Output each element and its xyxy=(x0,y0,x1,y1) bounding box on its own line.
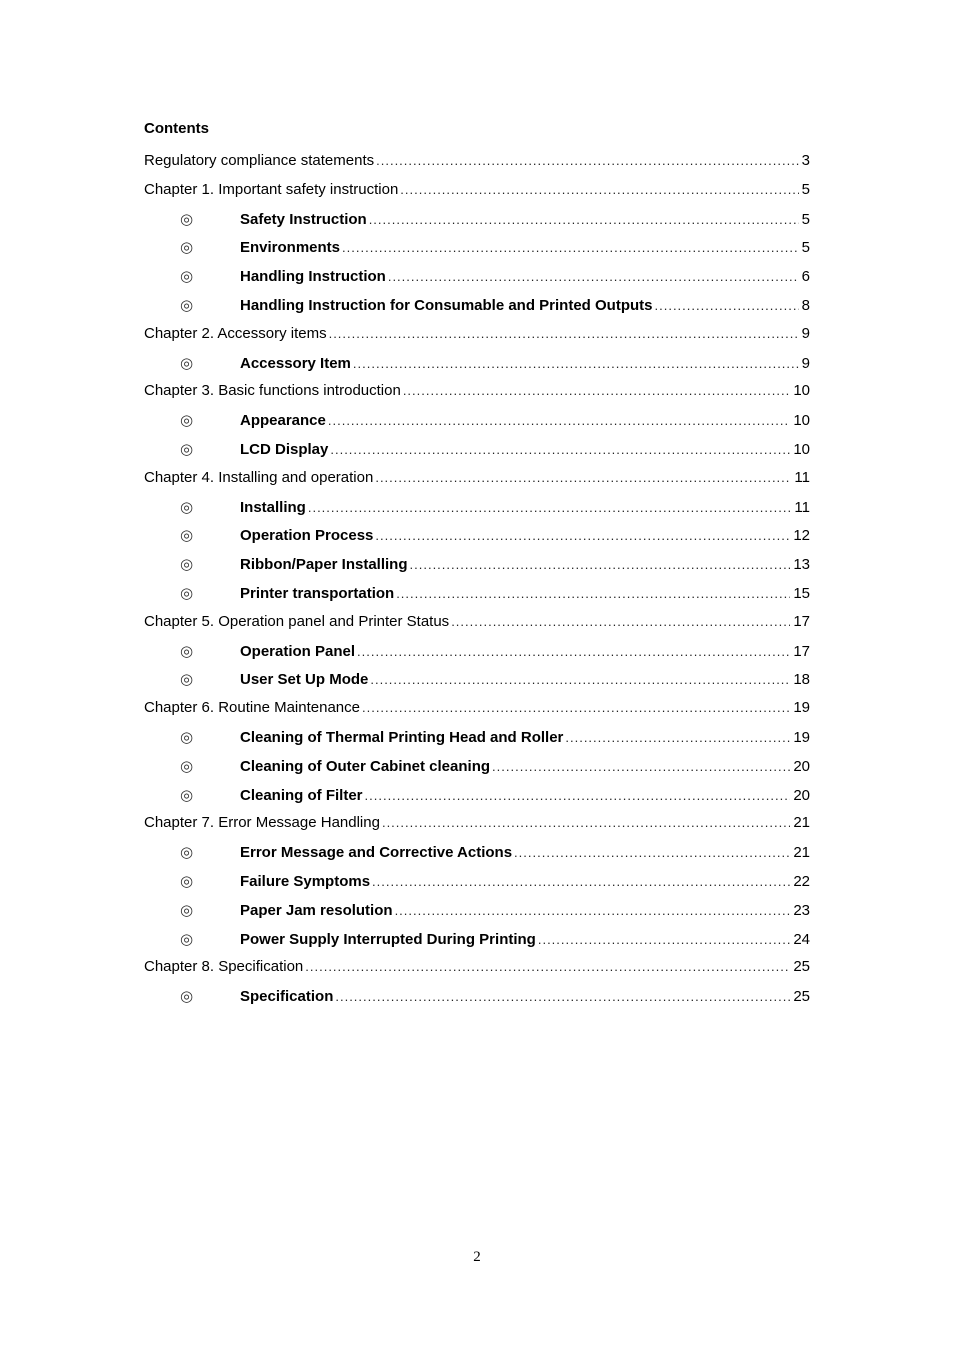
toc-subsection-entry[interactable] xyxy=(144,349,810,378)
toc-entry-page: 13 xyxy=(793,556,810,574)
dot-leader xyxy=(308,494,792,523)
toc-list xyxy=(144,147,810,1011)
dot-leader xyxy=(330,436,790,465)
toc-entry-page: 21 xyxy=(793,844,810,862)
toc-chapter-entry[interactable] xyxy=(144,176,810,205)
toc-entry-page: 12 xyxy=(793,527,810,545)
toc-entry-page: 15 xyxy=(793,584,810,602)
toc-chapter-entry[interactable] xyxy=(144,464,810,493)
toc-subsection-entry[interactable] xyxy=(144,521,810,550)
bullet-circle-icon: ◎ xyxy=(180,727,194,746)
toc-chapter-entry[interactable] xyxy=(144,953,810,982)
dot-leader xyxy=(375,522,790,551)
bullet-circle-icon: ◎ xyxy=(180,641,194,660)
bullet-circle-icon: ◎ xyxy=(180,411,194,430)
toc-entry-page: 9 xyxy=(801,324,810,342)
dot-leader xyxy=(655,292,799,321)
toc-entry-page: 3 xyxy=(801,152,810,169)
bullet-circle-icon: ◎ xyxy=(180,843,194,862)
toc-entry-page: 11 xyxy=(794,498,810,516)
toc-entry-page: 9 xyxy=(801,354,810,372)
toc-chapter-entry[interactable] xyxy=(144,147,810,176)
dot-leader xyxy=(328,407,790,436)
dot-leader xyxy=(376,147,799,176)
toc-subsection-entry[interactable] xyxy=(144,579,810,608)
toc-entry-title: Power Supply Interrupted During Printing xyxy=(240,930,536,948)
toc-entry-title: Accessory Item xyxy=(240,354,351,372)
toc-entry-title: Paper Jam resolution xyxy=(240,901,393,919)
toc-entry-page: 8 xyxy=(801,296,810,314)
dot-leader xyxy=(514,839,790,868)
toc-subsection-entry[interactable] xyxy=(144,867,810,896)
bullet-circle-icon: ◎ xyxy=(180,871,194,890)
toc-entry-title: Safety Instruction xyxy=(240,210,367,228)
toc-chapter-entry[interactable] xyxy=(144,809,810,838)
toc-entry-title: Chapter 2. Accessory items xyxy=(144,324,327,342)
toc-entry-title: Operation Panel xyxy=(240,642,356,660)
toc-entry-title: Cleaning of Filter xyxy=(240,786,363,804)
toc-subsection-entry[interactable] xyxy=(144,925,810,954)
toc-entry-page: 17 xyxy=(793,642,810,660)
toc-entry-page: 19 xyxy=(793,699,810,717)
toc-entry-title: Regulatory compliance statements xyxy=(144,152,375,169)
toc-entry-title: Handling Instruction xyxy=(240,268,386,286)
toc-subsection-entry[interactable] xyxy=(144,838,810,867)
bullet-circle-icon: ◎ xyxy=(180,670,194,689)
bullet-circle-icon: ◎ xyxy=(180,238,194,257)
toc-entry-title: Chapter 3. Basic functions introduction xyxy=(144,382,401,400)
dot-leader xyxy=(395,897,791,926)
toc-entry-title: Chapter 4. Installing and operation xyxy=(144,468,374,486)
dot-leader xyxy=(362,694,790,723)
bullet-circle-icon: ◎ xyxy=(180,929,194,948)
dot-leader xyxy=(357,638,790,667)
toc-subsection-entry[interactable] xyxy=(144,752,810,781)
dot-leader xyxy=(370,666,790,695)
dot-leader xyxy=(335,983,790,1012)
toc-entry-title: Chapter 8. Specification xyxy=(144,958,304,976)
toc-entry-title: Error Message and Corrective Actions xyxy=(240,844,513,862)
toc-chapter-entry[interactable] xyxy=(144,377,810,406)
toc-subsection-entry[interactable] xyxy=(144,493,810,522)
toc-subsection-entry[interactable] xyxy=(144,406,810,435)
toc-entry-page: 5 xyxy=(801,210,810,228)
bullet-circle-icon: ◎ xyxy=(180,785,194,804)
toc-entry-title: Environments xyxy=(240,239,341,257)
toc-subsection-entry[interactable] xyxy=(144,262,810,291)
toc-entry-page: 5 xyxy=(801,239,810,257)
dot-leader xyxy=(353,350,799,379)
bullet-circle-icon: ◎ xyxy=(180,295,194,314)
dot-leader xyxy=(382,809,790,838)
toc-entry-page: 25 xyxy=(793,988,810,1006)
toc-title: Contents xyxy=(144,120,209,137)
toc-entry-page: 10 xyxy=(793,440,810,458)
dot-leader xyxy=(538,926,790,955)
bullet-circle-icon: ◎ xyxy=(180,267,194,286)
toc-entry-title: Failure Symptoms xyxy=(240,872,371,890)
page-number: 2 xyxy=(473,1249,481,1265)
dot-leader xyxy=(305,953,790,982)
toc-entry-page: 18 xyxy=(793,671,810,689)
toc-entry-page: 10 xyxy=(793,382,810,400)
toc-chapter-entry[interactable] xyxy=(144,608,810,637)
toc-subsection-entry[interactable] xyxy=(144,982,810,1011)
dot-leader xyxy=(396,580,790,609)
toc-entry-title: Handling Instruction for Consumable and Printed Outputs xyxy=(240,296,653,314)
toc-entry-page: 22 xyxy=(793,872,810,890)
toc-subsection-entry[interactable] xyxy=(144,723,810,752)
toc-entry-title: Chapter 5. Operation panel and Printer Status xyxy=(144,612,450,630)
toc-entry-title: Operation Process xyxy=(240,527,374,545)
toc-entry-title: Installing xyxy=(240,498,306,516)
dot-leader xyxy=(329,320,799,349)
toc-subsection-entry[interactable] xyxy=(144,665,810,694)
toc-entry-title: Cleaning of Thermal Printing Head and Roller xyxy=(240,728,564,746)
bullet-circle-icon: ◎ xyxy=(180,439,194,458)
toc-entry-page: 25 xyxy=(793,958,810,976)
toc-entry-page: 17 xyxy=(793,612,810,630)
toc-subsection-entry[interactable] xyxy=(144,435,810,464)
dot-leader xyxy=(565,724,790,753)
toc-entry-page: 21 xyxy=(793,814,810,832)
toc-subsection-entry[interactable] xyxy=(144,291,810,320)
toc-entry-title: Ribbon/Paper Installing xyxy=(240,556,408,574)
bullet-circle-icon: ◎ xyxy=(180,555,194,574)
toc-entry-page: 23 xyxy=(793,901,810,919)
bullet-circle-icon: ◎ xyxy=(180,209,194,228)
toc-subsection-entry[interactable] xyxy=(144,205,810,234)
toc-subsection-entry[interactable] xyxy=(144,781,810,810)
bullet-circle-icon: ◎ xyxy=(180,353,194,372)
dot-leader xyxy=(410,551,791,580)
dot-leader xyxy=(372,868,790,897)
toc-chapter-entry[interactable] xyxy=(144,694,810,723)
dot-leader xyxy=(400,176,798,205)
dot-leader xyxy=(342,234,799,263)
toc-entry-page: 20 xyxy=(793,786,810,804)
toc-subsection-entry[interactable] xyxy=(144,550,810,579)
toc-entry-title: Specification xyxy=(240,988,334,1006)
dot-leader xyxy=(369,206,799,235)
toc-entry-title: Printer transportation xyxy=(240,584,395,602)
bullet-circle-icon: ◎ xyxy=(180,583,194,602)
toc-entry-page: 11 xyxy=(794,468,810,486)
table-of-contents xyxy=(144,118,810,1011)
toc-entry-page: 10 xyxy=(793,412,810,430)
toc-subsection-entry[interactable] xyxy=(144,233,810,262)
toc-chapter-entry[interactable] xyxy=(144,320,810,349)
dot-leader xyxy=(365,782,791,811)
bullet-circle-icon: ◎ xyxy=(180,497,194,516)
dot-leader xyxy=(451,608,790,637)
toc-entry-page: 20 xyxy=(793,757,810,775)
dot-leader xyxy=(492,753,790,782)
toc-entry-title: User Set Up Mode xyxy=(240,671,369,689)
toc-entry-title: Appearance xyxy=(240,412,326,430)
toc-entry-page: 5 xyxy=(801,180,810,198)
bullet-circle-icon: ◎ xyxy=(180,756,194,775)
toc-entry-title: Cleaning of Outer Cabinet cleaning xyxy=(240,757,491,775)
toc-entry-title: LCD Display xyxy=(240,440,329,458)
bullet-circle-icon: ◎ xyxy=(180,526,194,545)
bullet-circle-icon: ◎ xyxy=(180,987,194,1006)
toc-entry-page: 24 xyxy=(793,930,810,948)
dot-leader xyxy=(375,464,791,493)
bullet-circle-icon: ◎ xyxy=(180,900,194,919)
toc-entry-page: 19 xyxy=(793,728,810,746)
toc-entry-title: Chapter 7. Error Message Handling xyxy=(144,814,380,832)
toc-entry-title: Chapter 6. Routine Maintenance xyxy=(144,699,360,717)
toc-entry-title: Chapter 1. Important safety instruction xyxy=(144,180,399,198)
dot-leader xyxy=(388,263,799,292)
toc-entry-page: 6 xyxy=(801,268,810,286)
dot-leader xyxy=(403,377,791,406)
toc-subsection-entry[interactable] xyxy=(144,896,810,925)
toc-subsection-entry[interactable] xyxy=(144,637,810,666)
